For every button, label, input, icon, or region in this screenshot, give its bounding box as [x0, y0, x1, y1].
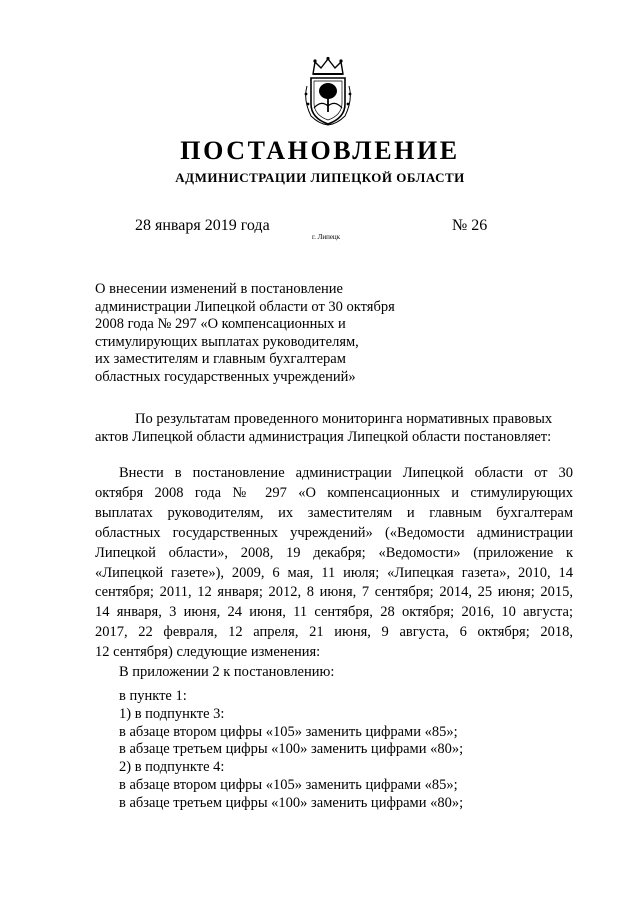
document-title: ПОСТАНОВЛЕНИЕ	[180, 136, 460, 165]
lipetsk-coat-of-arms-icon	[303, 56, 353, 126]
decree-line: областных государственных учреждений» («Ведомости администрации	[95, 524, 573, 541]
decree-line: сентября; 2011, 12 января; 2012, 8 июня, 7 сентября; 2014, 25 июня; 2015,	[95, 584, 573, 601]
subject-line: их заместителям и главным бухгалтерам	[95, 351, 346, 367]
decree-line: 14 января, 3 июня, 24 июня, 11 сентября, 28 октября; 2016, 10 августа;	[95, 604, 573, 621]
subject-line: стимулирующих выплатах руководителям,	[95, 333, 359, 350]
document-number: № 26	[452, 217, 488, 234]
decree-line: 12 сентября) следующие изменения:	[95, 644, 321, 661]
preamble-line: актов Липецкой области администрация Липецкой области постановляет:	[95, 428, 552, 445]
list-item: в абзаце втором цифры «105» заменить цифрами «85»;	[119, 776, 458, 793]
decree-line: Внести в постановление администрации Липецкой области от 30	[119, 465, 573, 481]
list-item: в абзаце третьем цифры «100» заменить цифрами «80»;	[119, 794, 464, 811]
subject-line: 2008 года № 297 «О компенсационных и	[95, 316, 346, 332]
subject-line: О внесении изменений в постановление	[95, 281, 343, 297]
subject-line: администрации Липецкой области от 30 октября	[95, 298, 395, 315]
list-item: в пункте 1:	[119, 688, 187, 704]
subject-line: областных государственных учреждений»	[95, 368, 356, 385]
appendix-heading: В приложении 2 к постановлению:	[119, 664, 335, 680]
document-place: г. Липецк	[312, 233, 341, 241]
list-item: 2) в подпункте 4:	[119, 759, 225, 776]
decree-line: «Липецкой газете»), 2009, 6 мая, 11 июля; «Липецкая газета», 2010, 14	[95, 564, 573, 581]
decree-line: Липецкой области», 2008, 19 декабря; «Ведомости» (приложение к	[95, 544, 573, 561]
preamble-line: По результатам проведенного мониторинга нормативных правовых	[135, 411, 553, 427]
decree-line: выплатах руководителям, их заместителям и главным бухгалтерам	[95, 504, 573, 521]
decree-paragraph	[95, 464, 573, 663]
document-subject	[95, 281, 425, 386]
decree-line: октября 2008 года № 297 «О компенсационных и стимулирующих	[95, 484, 573, 501]
list-item: в абзаце третьем цифры «100» заменить цифрами «80»;	[119, 741, 464, 758]
document-date: 28 января 2019 года	[135, 217, 270, 234]
list-item: в абзаце втором цифры «105» заменить цифрами «85»;	[119, 723, 458, 740]
preamble-paragraph	[95, 411, 573, 446]
decree-line: 2017, 22 февраля, 12 апреля, 21 июня, 9 августа, 6 октября; 2018,	[95, 624, 573, 641]
amendment-list	[119, 688, 463, 813]
list-item: 1) в подпункте 3:	[119, 705, 225, 722]
document-subtitle: АДМИНИСТРАЦИИ ЛИПЕЦКОЙ ОБЛАСТИ	[175, 170, 465, 185]
